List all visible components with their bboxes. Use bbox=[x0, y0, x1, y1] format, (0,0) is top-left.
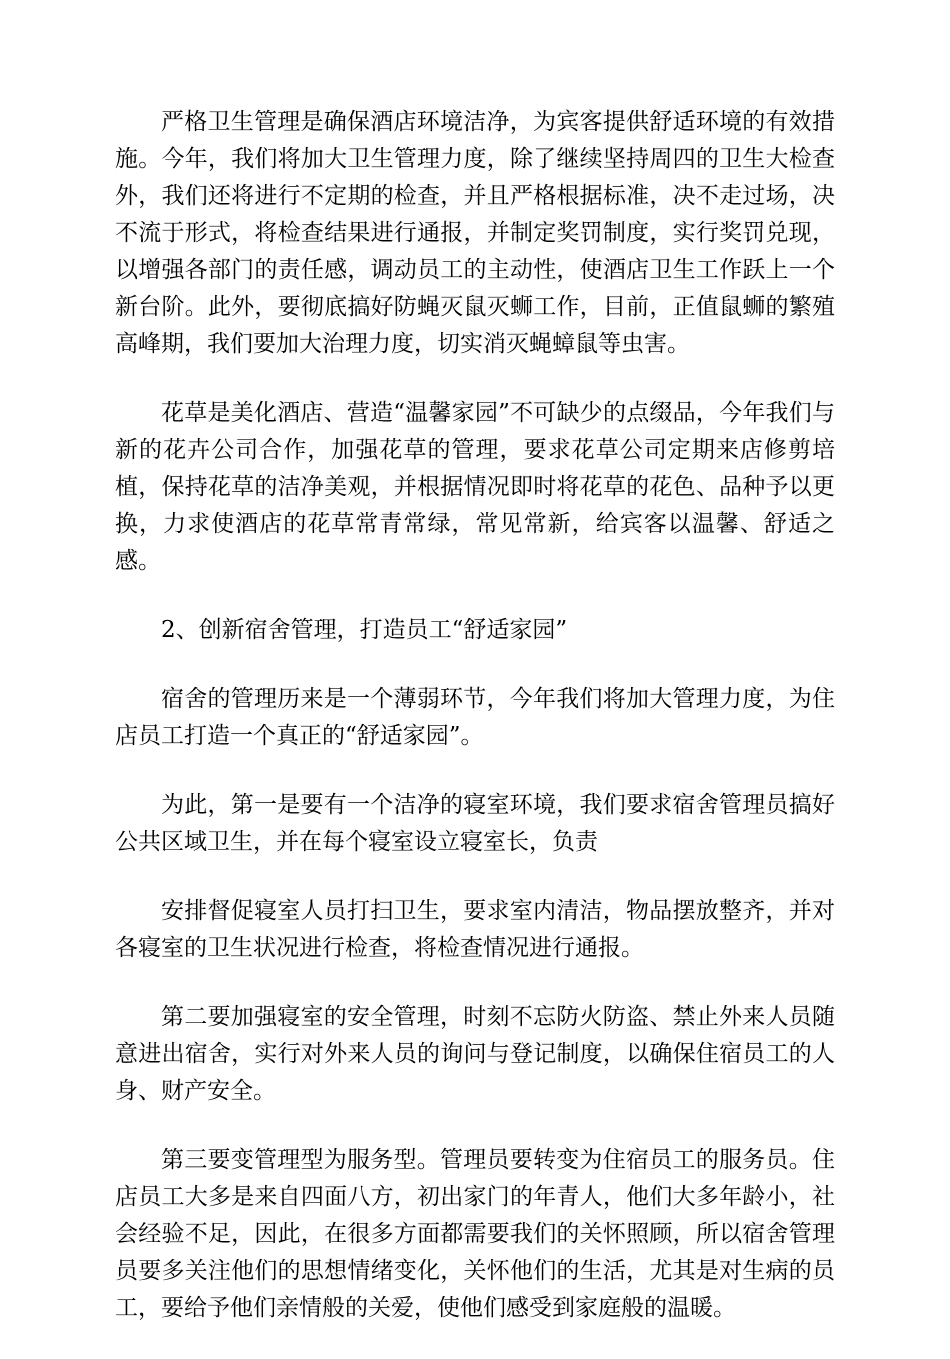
paragraph-dormitory-intro: 宿舍的管理历来是一个薄弱环节，今年我们将加大管理力度，为住店员工打造一个真正的“舒适家园”。 bbox=[115, 686, 835, 749]
paragraph-dormitory-first: 为此，第一是要有一个洁净的寝室环境，我们要求宿舍管理员搞好公共区域卫生，并在每个寝室设立寝室长，负责 bbox=[115, 792, 835, 855]
paragraph-dormitory-safety: 第二要加强寝室的安全管理，时刻不忘防火防盗、禁止外来人员随意进出宿舍，实行对外来人员的询问与登记制度，以确保住宿员工的人身、财产安全。 bbox=[115, 1004, 835, 1104]
document-body bbox=[115, 104, 835, 1359]
paragraph-dormitory-service: 第三要变管理型为服务型。管理员要转变为住宿员工的服务员。住店员工大多是来自四面八方，初出家门的年青人，他们大多年龄小，社会经验不足，因此，在很多方面都需要我们的关怀照顾，所以宿舍管理员要多关注他们的思想情绪变化，关怀他们的生活，尤其是对生病的员工，要给予他们亲情般的关爱，使他们感受到家庭般的温暖。 bbox=[115, 1147, 835, 1321]
paragraph-dormitory-cleaning: 安排督促寝室人员打扫卫生，要求室内清洁，物品摆放整齐，并对各寝室的卫生状况进行检查，将检查情况进行通报。 bbox=[115, 898, 835, 961]
paragraph-flowers-plants: 花草是美化酒店、营造“温馨家园”不可缺少的点缀品，今年我们与新的花卉公司合作，加强花草的管理，要求花草公司定期来店修剪培植，保持花草的洁净美观，并根据情况即时将花草的花色、品种予以更换，力求使酒店的花草常青常绿，常见常新，给宾客以温馨、舒适之感。 bbox=[115, 400, 835, 574]
paragraph-hygiene-management: 严格卫生管理是确保酒店环境洁净，为宾客提供舒适环境的有效措施。今年，我们将加大卫生管理力度，除了继续坚持周四的卫生大检查外，我们还将进行不定期的检查，并且严格根据标准，决不走过场，决不流于形式，将检查结果进行通报，并制定奖罚制度，实行奖罚兑现，以增强各部门的责任感，调动员工的主动性，使酒店卫生工作跃上一个新台阶。此外，要彻底搞好防蝇灭鼠灭蛳工作，目前，正值鼠蛳的繁殖高峰期，我们要加大治理力度，切实消灭蝇蟑鼠等虫害。 bbox=[115, 109, 835, 357]
section-heading-dormitory: 2、创新宿舍管理，打造员工“舒适家园” bbox=[161, 617, 568, 643]
